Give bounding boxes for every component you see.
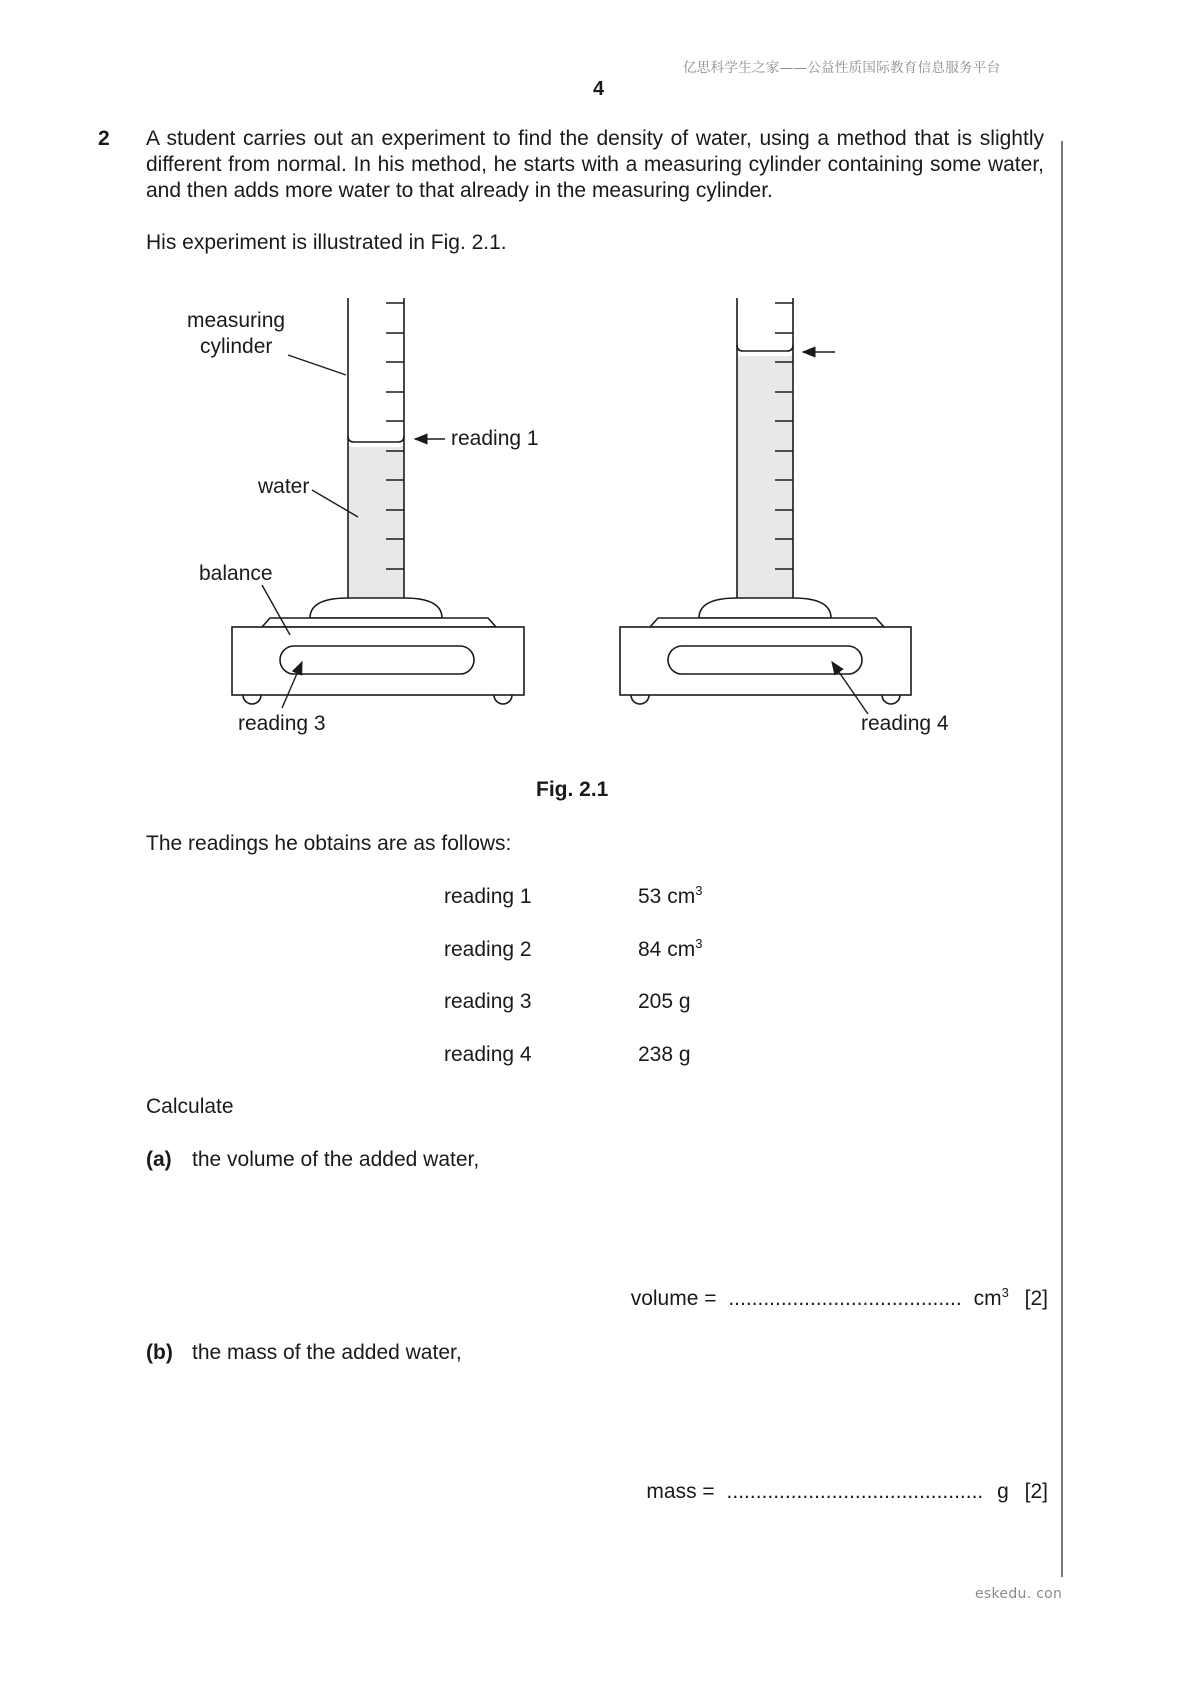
answer-label: volume =	[630, 1287, 717, 1310]
page-number: 4	[593, 78, 605, 100]
question-number: 2	[98, 127, 110, 150]
answer-label: mass =	[646, 1480, 715, 1503]
label-reading-3: reading 3	[238, 712, 326, 735]
reading-label: reading 3	[444, 990, 532, 1013]
left-apparatus	[232, 298, 524, 704]
calculate-instruction: Calculate	[146, 1095, 234, 1118]
part-a-letter: (a)	[146, 1148, 172, 1171]
header-watermark: 亿思科学生之家——公益性质国际教育信息服务平台	[683, 60, 1001, 76]
reading-value: 205 g	[638, 990, 691, 1013]
figure-2-1	[0, 0, 1191, 760]
meniscus-left	[348, 436, 404, 442]
answer-line-volume[interactable]	[631, 1287, 1048, 1311]
reading-label: reading 1	[444, 885, 532, 908]
water-fill-left	[348, 442, 404, 598]
balance-display-right	[668, 646, 862, 674]
balance-display-left	[280, 646, 474, 674]
answer-unit: $cm^3$	[973, 1285, 1009, 1310]
label-measuring: measuring	[187, 309, 286, 332]
water-fill-right	[737, 351, 793, 598]
marks: [2]	[1024, 1287, 1048, 1310]
label-reading-1: reading 1	[451, 427, 539, 450]
reading-label: reading 2	[444, 938, 532, 961]
marks: [2]	[1024, 1480, 1048, 1503]
figure-reference: His experiment is illustrated in Fig. 2.1.	[146, 231, 507, 254]
figure-caption: Fig. 2.1	[536, 778, 609, 801]
answer-line-mass[interactable]	[646, 1480, 1048, 1504]
label-water: water	[258, 475, 310, 498]
answer-dots[interactable]: ............................................	[726, 1480, 984, 1503]
label-balance: balance	[199, 562, 273, 585]
label-reading-4: reading 4	[861, 712, 949, 735]
part-a-text: the volume of the added water,	[192, 1148, 480, 1171]
meniscus-right	[737, 345, 793, 351]
reading-label: reading 4	[444, 1043, 532, 1066]
answer-unit: g	[997, 1480, 1009, 1503]
answer-dots[interactable]: ........................................	[728, 1287, 962, 1310]
label-cylinder: cylinder	[200, 335, 273, 358]
part-b-text: the mass of the added water,	[192, 1341, 462, 1364]
part-b-letter: (b)	[146, 1341, 173, 1364]
reading-value: 53 $cm^3$	[638, 883, 703, 908]
reading-value: 238 g	[638, 1043, 691, 1066]
readings-intro: The readings he obtains are as follows:	[146, 832, 512, 855]
question-intro: A student carries out an experiment to find the density of water, using a method that is slightly different from normal. In his method, he starts with a measuring cylinder containing some water, and then adds more water to that already in the measuring cylinder.	[146, 127, 1044, 202]
footer-watermark: eskedu. con	[975, 1586, 1063, 1602]
reading-value: 84 $cm^3$	[638, 936, 703, 961]
right-apparatus	[620, 298, 911, 704]
leader-measuring-cylinder	[288, 355, 346, 375]
